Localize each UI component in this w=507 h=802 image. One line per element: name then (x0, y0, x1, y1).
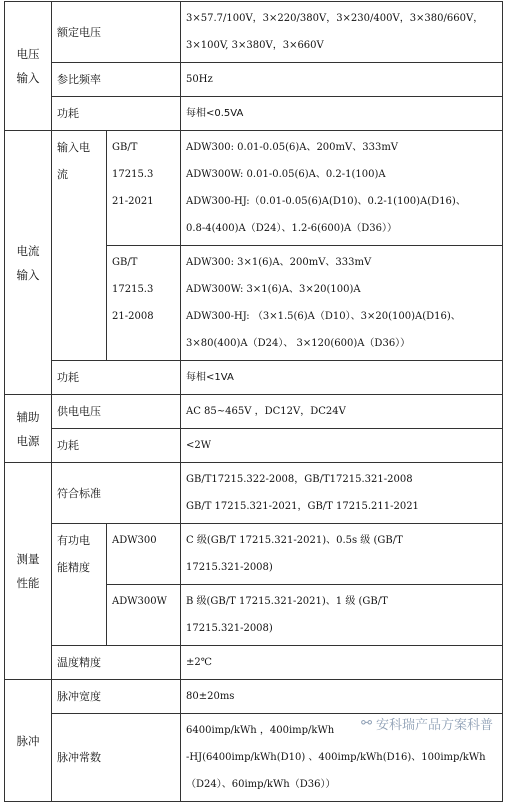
value-pulse-width: 80±20ms (181, 680, 503, 714)
row-supply-voltage (5, 395, 503, 429)
spec-table (4, 1, 503, 802)
value-temp-accuracy: ±2℃ (181, 646, 503, 680)
value-line: 3×80(400)A（D24）、 3×120(600)A（D36）） (186, 338, 411, 349)
model-adw300: ADW300 (107, 524, 181, 585)
group-line: 电源 (16, 433, 40, 448)
value-line: 6400imp/kWh ，400imp/kWh (186, 725, 335, 736)
row-aux-power (5, 429, 503, 463)
label-voltage-power: 功耗 (52, 97, 181, 131)
group-line: 电压 (16, 47, 40, 61)
std-line: 17215.3 (112, 169, 154, 180)
std-line: GB/T (112, 257, 138, 268)
group-line: 测量 (16, 552, 40, 566)
group-line: 输入 (16, 71, 40, 85)
std-line: GB/T (112, 142, 138, 153)
value-frequency: 50Hz (181, 63, 503, 97)
label-active-accuracy (52, 524, 107, 646)
value-current-2021 (181, 131, 503, 246)
std-line: 17215.3 (112, 284, 154, 295)
row-rated-voltage (5, 2, 503, 63)
std-line: 21-2021 (112, 196, 154, 207)
value-current-2008 (181, 246, 503, 361)
label-temp-accuracy: 温度精度 (52, 646, 181, 680)
value-line: C 级(GB/T 17215.321-2021)、0.5s 级 (GB/T (186, 535, 403, 546)
value-line: GB/T17215.322-2008，GB/T17215.321-2008 (186, 474, 413, 485)
watermark (361, 714, 493, 733)
value-line: ADW300-HJ: （3×1.5(6)A（D10）、3×20(100)A(D16)、 (186, 311, 461, 322)
value-accuracy-adw300w (181, 585, 503, 646)
label-frequency: 参比频率 (52, 63, 181, 97)
value-line: -HJ(6400imp/kWh(D10) 、400imp/kWh(D16)、100imp/kWh (186, 752, 486, 763)
label-standard: 符合标准 (52, 463, 181, 524)
row-voltage-power (5, 97, 503, 131)
value-line: 17215.321-2008) (186, 562, 273, 573)
value-rated-voltage (181, 2, 503, 63)
group-current-input (5, 131, 52, 395)
row-frequency (5, 63, 503, 97)
value-current-power: 每相<1VA (181, 361, 503, 395)
label-aux-power: 功耗 (52, 429, 181, 463)
label-current-power: 功耗 (52, 361, 181, 395)
label-supply-voltage: 供电电压 (52, 395, 181, 429)
group-line: 性能 (16, 576, 40, 590)
row-current-power (5, 361, 503, 395)
value-line: ADW300-HJ:（0.01-0.05(6)A(D10)、0.2-1(100)A(D16)、 (186, 196, 466, 207)
value-line: 17215.321-2008) (186, 623, 273, 634)
std-2008 (107, 246, 181, 361)
model-adw300w: ADW300W (107, 585, 181, 646)
label-line: 能精度 (57, 561, 90, 574)
value-line: ADW300: 0.01-0.05(6)A、200mV、333mV (186, 142, 399, 153)
value-accuracy-adw300 (181, 524, 503, 585)
watermark-text: 安科瑞产品方案科普 (375, 718, 493, 733)
row-accuracy-adw300 (5, 524, 503, 585)
label-line: 流 (57, 168, 68, 181)
value-line: B 级(GB/T 17215.321-2021)、1 级 (GB/T (186, 596, 388, 607)
group-voltage-input (5, 2, 52, 131)
group-line: 电流 (16, 243, 40, 258)
value-line: ADW300W: 3×1(6)A、3×20(100)A (186, 284, 361, 295)
value-supply-voltage: AC 85~465V ，DC12V，DC24V (181, 395, 503, 429)
std-line: 21-2008 (112, 311, 154, 322)
value-line: 3×100V, 3×380V，3×660V (186, 40, 324, 51)
row-temp-accuracy (5, 646, 503, 680)
value-line: ADW300: 3×1(6)A、200mV、333mV (186, 257, 372, 268)
group-line: 输入 (16, 267, 40, 282)
group-aux-power (5, 395, 52, 463)
group-measurement (5, 463, 52, 680)
label-line: 有功电 (57, 534, 90, 547)
value-voltage-power: 每相<0.5VA (181, 97, 503, 131)
label-rated-voltage: 额定电压 (52, 2, 181, 63)
value-line: 0.8-4(400)A（D24）、1.2-6(600)A（D36）） (186, 223, 397, 234)
row-pulse-width (5, 680, 503, 714)
label-pulse-width: 脉冲宽度 (52, 680, 181, 714)
label-pulse-constant: 脉冲常数 (52, 714, 181, 802)
group-line: 脉冲 (16, 733, 40, 748)
wechat-icon: ⚯ (361, 716, 372, 731)
row-current-2021 (5, 131, 503, 246)
label-input-current (52, 131, 107, 361)
row-standard (5, 463, 503, 524)
group-line: 辅助 (16, 409, 40, 424)
value-line: ADW300W: 0.01-0.05(6)A、0.2-1(100)A (186, 169, 386, 180)
value-line: GB/T 17215.321-2021，GB/T 17215.211-2021 (186, 501, 419, 512)
group-pulse (5, 680, 52, 802)
value-aux-power: <2W (181, 429, 503, 463)
std-2021 (107, 131, 181, 246)
value-line: 3×57.7/100V，3×220/380V，3×230/400V，3×380/660V， (186, 13, 484, 24)
label-line: 输入电 (57, 141, 90, 154)
value-line: （D24）、60imp/kWh（D36）） (186, 779, 336, 790)
value-standard (181, 463, 503, 524)
